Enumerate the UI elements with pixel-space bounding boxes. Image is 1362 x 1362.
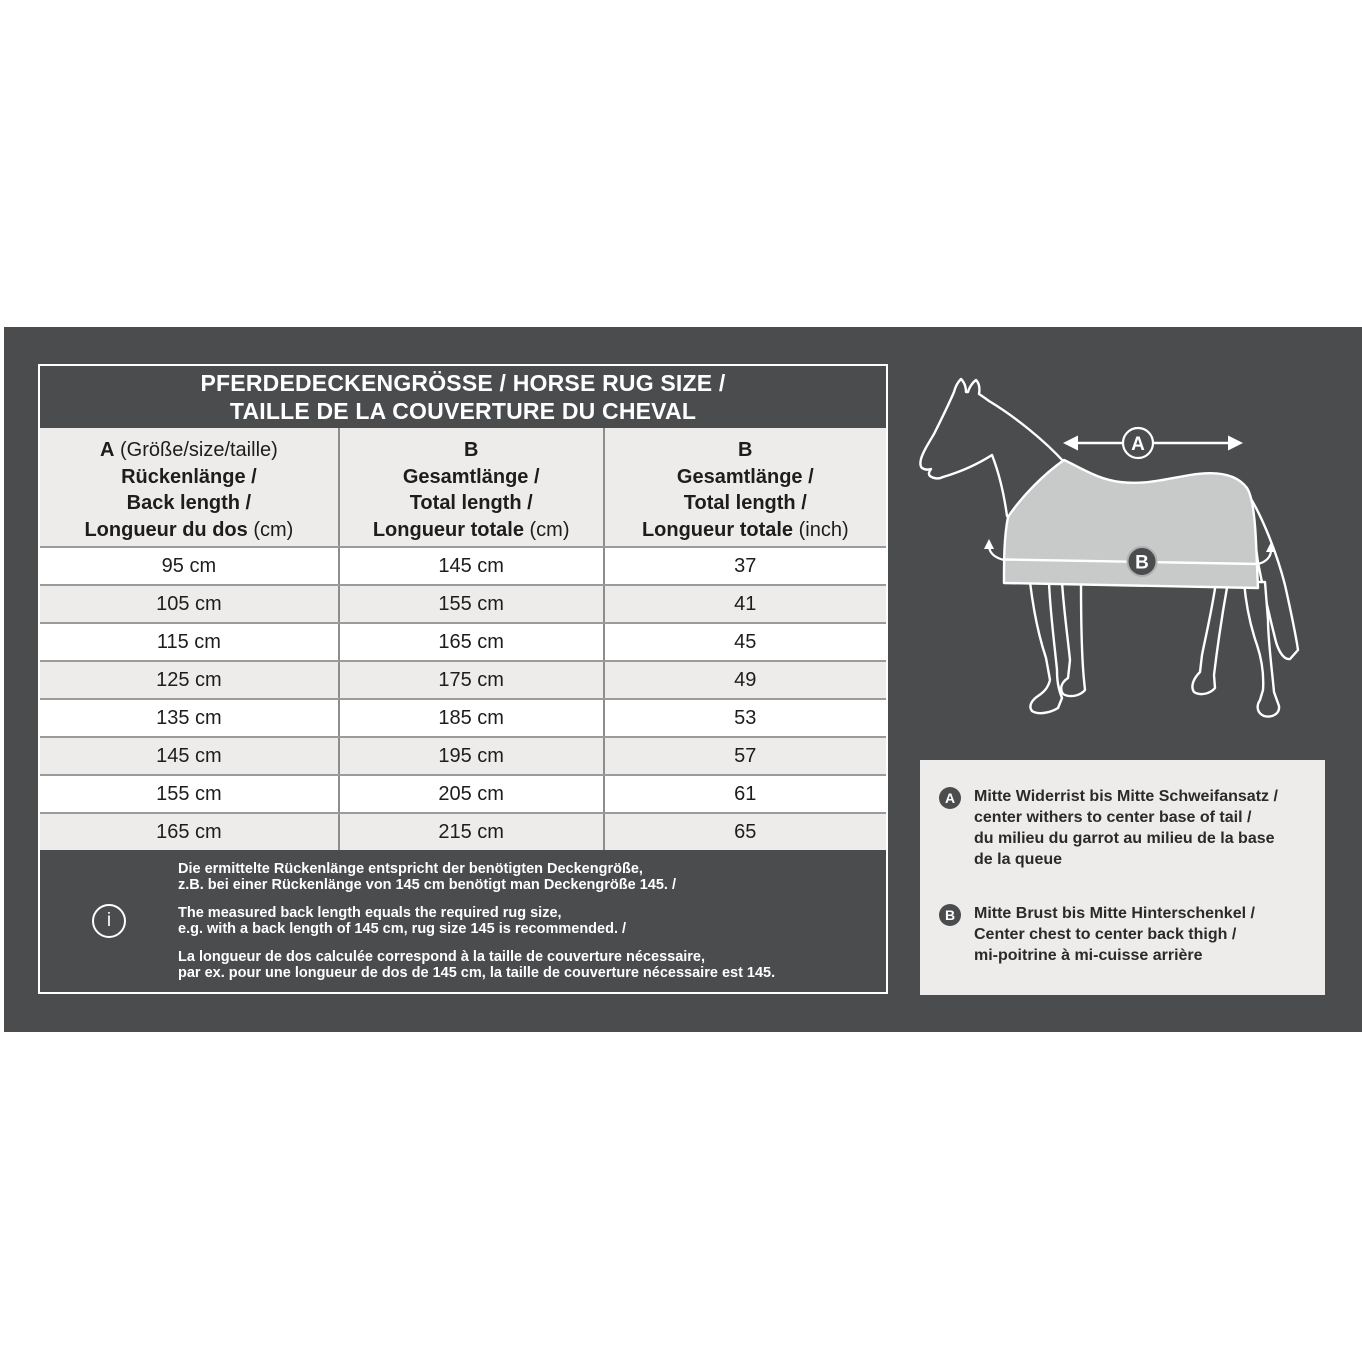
info-icon: i (92, 904, 126, 938)
note-paragraph-de: Die ermittelte Rückenlänge entspricht der benötigten Deckengröße, z.B. bei einer Rückenlänge von 145 cm benötigt man Deckengröße 145. / (178, 860, 676, 893)
table-cell: 105 cm (156, 592, 222, 615)
size-table (38, 364, 888, 994)
table-cell: 185 cm (338, 700, 603, 736)
note-paragraph-fr: La longueur de dos calculée correspond à la taille de couverture nécessaire, par ex. pour une longueur de dos de 145 cm, la taille de couverture nécessaire est 145. (178, 948, 776, 981)
table-row (40, 660, 886, 698)
column-note: (Größe/size/taille) (119, 439, 278, 461)
table-row (40, 774, 886, 812)
legend-badge-a: A (939, 787, 961, 809)
table-cell: 215 cm (338, 814, 603, 850)
horse-front-leg (1030, 582, 1062, 713)
table-cell: 135 cm (156, 706, 222, 729)
column-header-total-length-inch: B Gesamtlänge / Total length / Longueur totale (inch) (603, 428, 886, 546)
table-row (40, 584, 886, 622)
table-body (40, 546, 886, 850)
horse-front-leg-far (1061, 582, 1085, 696)
column-letter: A (99, 439, 115, 461)
hook-arrowhead-left (984, 539, 994, 549)
table-cell: 49 (603, 662, 886, 698)
table-row (40, 812, 886, 850)
measure-arrow-a (1063, 428, 1243, 458)
legend-item-a (939, 786, 1313, 870)
table-cell: 145 cm (156, 744, 222, 767)
column-header-total-length-cm: B Gesamtlänge / Total length / Longueur totale (cm) (338, 428, 603, 546)
note-text (178, 850, 886, 992)
table-row (40, 622, 886, 660)
legend-text-a: Mitte Widerrist bis Mitte Schweifansatz / center withers to center base of tail / du milieu du garrot au milieu de la base de la queue (974, 788, 1278, 868)
table-cell: 57 (603, 738, 886, 774)
info-icon-column (40, 850, 178, 992)
table-cell: 41 (603, 586, 886, 622)
table-cell: 95 cm (161, 554, 217, 577)
table-cell: 155 cm (338, 586, 603, 622)
table-cell: 165 cm (338, 624, 603, 660)
table-cell: 115 cm (156, 630, 221, 653)
table-cell: 61 (603, 776, 886, 812)
table-cell: 53 (603, 700, 886, 736)
table-cell: 155 cm (156, 782, 222, 805)
table-cell: 125 cm (156, 668, 222, 691)
table-cell: 37 (603, 548, 886, 584)
horse-diagram (900, 355, 1362, 740)
table-cell: 145 cm (338, 548, 603, 584)
horse-hind-leg-far (1192, 582, 1228, 694)
table-title-line2: TAILLE DE LA COUVERTURE DU CHEVAL (229, 398, 697, 424)
table-note (40, 850, 886, 992)
table-cell: 195 cm (338, 738, 603, 774)
table-cell: 45 (603, 624, 886, 660)
table-cell: 175 cm (338, 662, 603, 698)
legend-item-b (939, 903, 1313, 966)
table-title (40, 366, 886, 428)
table-header-row (40, 428, 886, 546)
marker-a-label: A (1131, 434, 1145, 455)
legend-badge-b: B (939, 904, 961, 926)
column-letter: B (463, 439, 479, 461)
marker-b-label: B (1135, 552, 1149, 574)
table-cell: 165 cm (156, 820, 222, 843)
table-row (40, 698, 886, 736)
legend-text-b: Mitte Brust bis Mitte Hinterschenkel / Center chest to center back thigh / mi-poitrine à mi-cuisse arrière (974, 905, 1255, 964)
size-chart-panel (4, 327, 1362, 1032)
measurement-legend (920, 760, 1325, 995)
column-header-back-length: A (Größe/size/taille) Rückenlänge / Back length / Longueur du dos (cm) (84, 439, 294, 541)
table-title-line1: PFERDEDECKENGRÖSSE / HORSE RUG SIZE / (200, 370, 726, 396)
table-row (40, 736, 886, 774)
marker-b (1128, 547, 1157, 576)
column-letter: B (738, 439, 753, 461)
table-cell: 205 cm (338, 776, 603, 812)
table-cell: 65 (603, 814, 886, 850)
table-row (40, 546, 886, 584)
note-paragraph-en: The measured back length equals the required rug size, e.g. with a back length of 145 cm, rug size 145 is recommended. / (178, 904, 627, 937)
